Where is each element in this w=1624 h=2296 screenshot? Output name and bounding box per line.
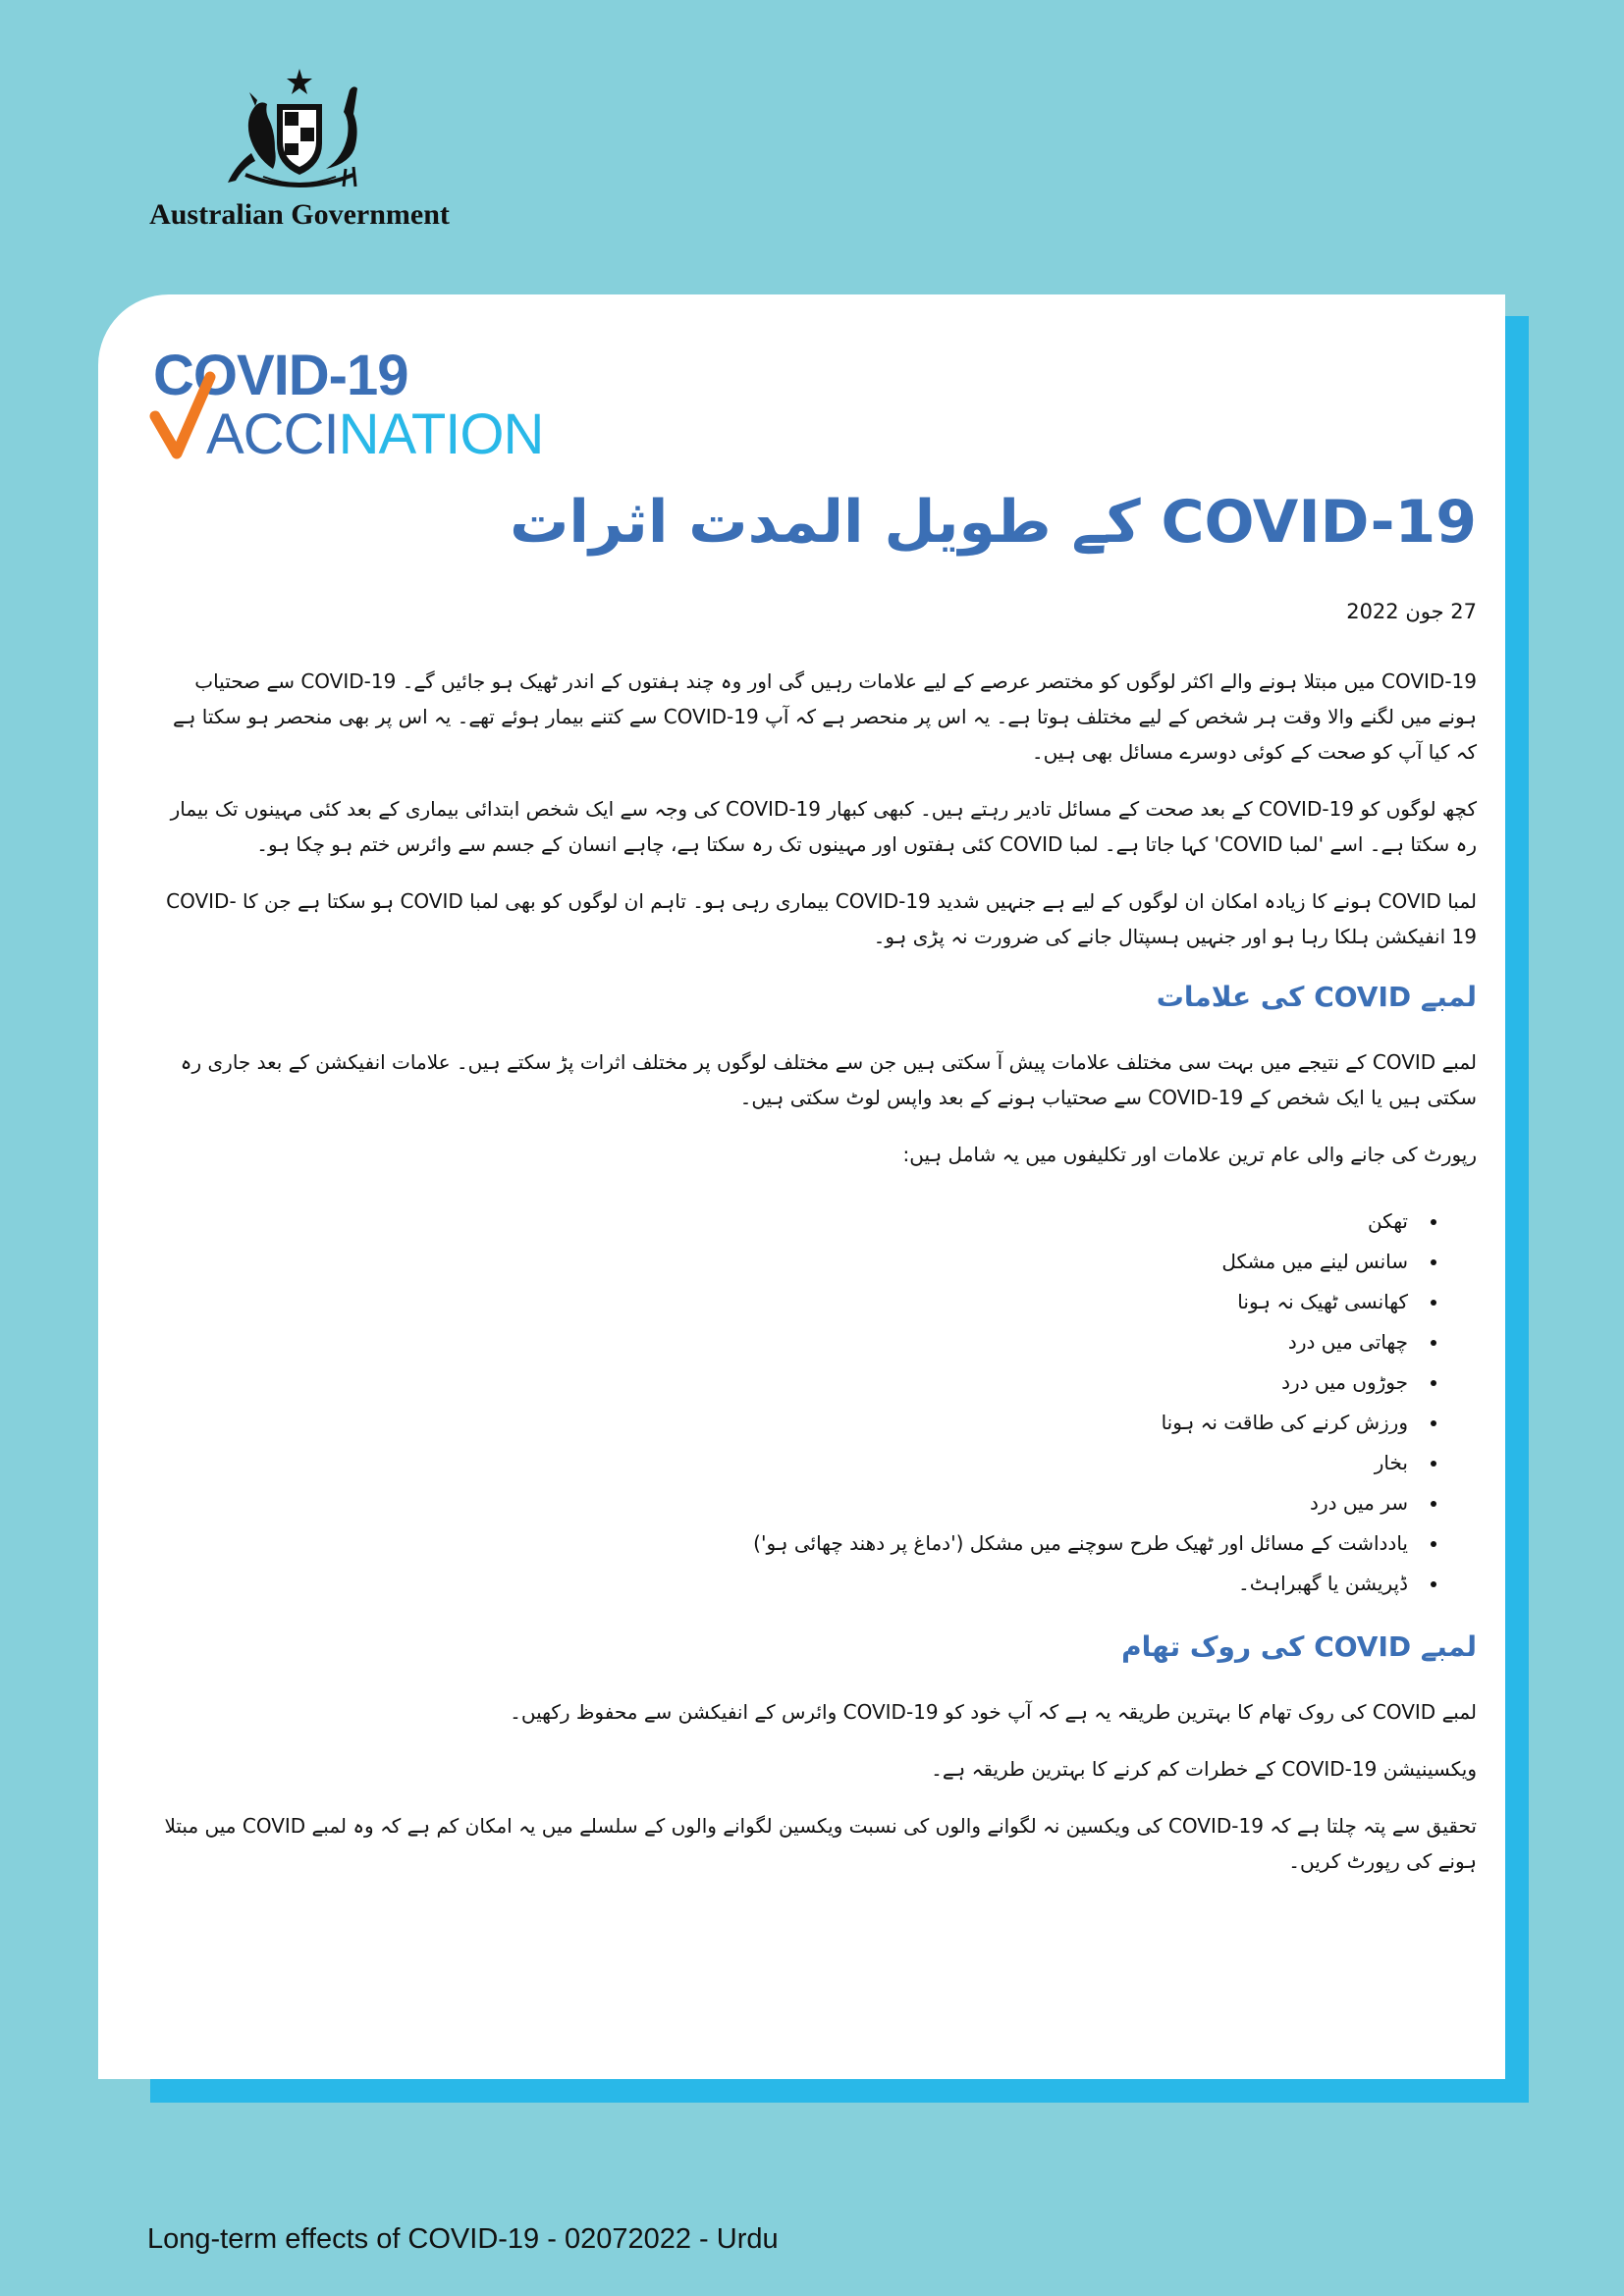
covid-vaccination-logo <box>149 344 591 461</box>
prevention-paragraph: لمبے COVID کی روک تھام کا بہترین طریقہ یہ ہے کہ آپ خود کو COVID-19 وائرس کے انفیکشن سے محفوظ رکھیں۔ <box>510 1700 1477 1724</box>
list-item: • جوڑوں میں درد <box>157 1362 1418 1403</box>
svg-text:ACCINATION <box>206 402 543 461</box>
footer-text: Long-term effects of COVID-19 - 02072022 - Urdu <box>147 2223 779 2255</box>
document-title: COVID-19 کے طویل المدت اثرات <box>510 488 1477 557</box>
symptoms-paragraph: لمبے COVID کے نتیجے میں بہت سی مختلف علامات پیش آ سکتی ہیں جن سے مختلف لوگوں پر مختلف اثرات پڑ سکتے ہیں۔ علامات انفیکشن کے بعد جاری رہ سکتی ہیں یا ایک شخص کے COVID-19 سے صحتیاب ہونے کے بعد واپس لوٹ سکتی ہیں۔ <box>180 1050 1477 1109</box>
list-item: • ڈپریشن یا گھبراہٹ۔ <box>157 1564 1418 1604</box>
document-body <box>157 483 1477 1900</box>
content-card <box>98 294 1505 2079</box>
australian-government-logo <box>147 67 452 234</box>
list-item: • تھکن <box>157 1201 1418 1242</box>
intro-paragraph: COVID-19 میں مبتلا ہونے والے اکثر لوگوں کو مختصر عرصے کے لیے علامات رہیں گی اور وہ چند ہفتوں کے اندر ٹھیک ہو جائیں گے۔ COVID-19 سے صحتیاب ہونے میں لگنے والا وقت ہر شخص کے لیے مختلف ہوتا ہے۔ یہ اس پر منحصر ہے کہ آپ COVID-19 سے کتنے بیمار ہوئے تھے۔ یہ اس پر بھی منحصر ہو سکتا ہے کہ کیا آپ کو صحت کے کوئی دوسرے مسائل بھی ہیں۔ <box>173 669 1477 764</box>
symptoms-heading: لمبے COVID کی علامات <box>1156 981 1477 1013</box>
prevention-paragraph: ویکسینیشن COVID-19 کے خطرات کم کرنے کا بہترین طریقہ ہے۔ <box>931 1757 1477 1781</box>
list-item: • بخار <box>157 1443 1418 1483</box>
list-item: • کھانسی ٹھیک نہ ہونا <box>157 1282 1418 1322</box>
document-date: 27 جون 2022 <box>1346 600 1477 623</box>
prevention-paragraph: تحقیق سے پتہ چلتا ہے کہ COVID-19 کی ویکسین نہ لگوانے والوں کی نسبت ویکسین لگوانے والوں کے سلسلے میں یہ امکان کم ہے کہ وہ لمبے COVID میں مبتلا ہونے کی رپورٹ کریں۔ <box>164 1814 1477 1873</box>
list-item: • چھاتی میں درد <box>157 1322 1418 1362</box>
symptoms-paragraph: رپورٹ کی جانے والی عام ترین علامات اور تکلیفوں میں یہ شامل ہیں: <box>902 1143 1477 1166</box>
prevention-heading: لمبے COVID کی روک تھام <box>1121 1630 1477 1663</box>
logo-line2-dark: ACCI <box>206 402 339 461</box>
list-item: • یادداشت کے مسائل اور ٹھیک طرح سوچنے میں مشکل ('دماغ پر دھند چھائی ہو') <box>157 1523 1418 1564</box>
logo-line2-light: NATION <box>338 402 544 461</box>
government-name: Australian Government <box>149 198 450 231</box>
intro-paragraph: لمبا COVID ہونے کا زیادہ امکان ان لوگوں کے لیے ہے جنہیں شدید COVID-19 بیماری رہی ہو۔ تاہم ان لوگوں کو بھی لمبا COVID ہو سکتا ہے جن کا COVID-19 انفیکشن ہلکا رہا ہو اور جنہیں ہسپتال جانے کی ضرورت نہ پڑی ہو۔ <box>166 889 1477 948</box>
list-item: • سانس لینے میں مشکل <box>157 1242 1418 1282</box>
logo-line1: COVID-19 <box>153 344 408 407</box>
list-item: • ورزش کرنے کی طاقت نہ ہونا <box>157 1403 1418 1443</box>
australian-coat-of-arms-icon <box>216 67 383 194</box>
list-item: • سر میں درد <box>157 1483 1418 1523</box>
symptoms-list <box>157 1201 1477 1604</box>
intro-paragraph: کچھ لوگوں کو COVID-19 کے بعد صحت کے مسائل تادیر رہتے ہیں۔ کبھی کبھار COVID-19 کی وجہ سے ایک شخص ابتدائی بیماری کے بعد کئی مہینوں تک بیمار رہ سکتا ہے۔ اسے 'لمبا COVID' کہا جاتا ہے۔ لمبا COVID کئی ہفتوں اور مہینوں تک رہ سکتا ہے، چاہے انسان کے جسم سے وائرس ختم ہو چکا ہو۔ <box>170 797 1477 856</box>
